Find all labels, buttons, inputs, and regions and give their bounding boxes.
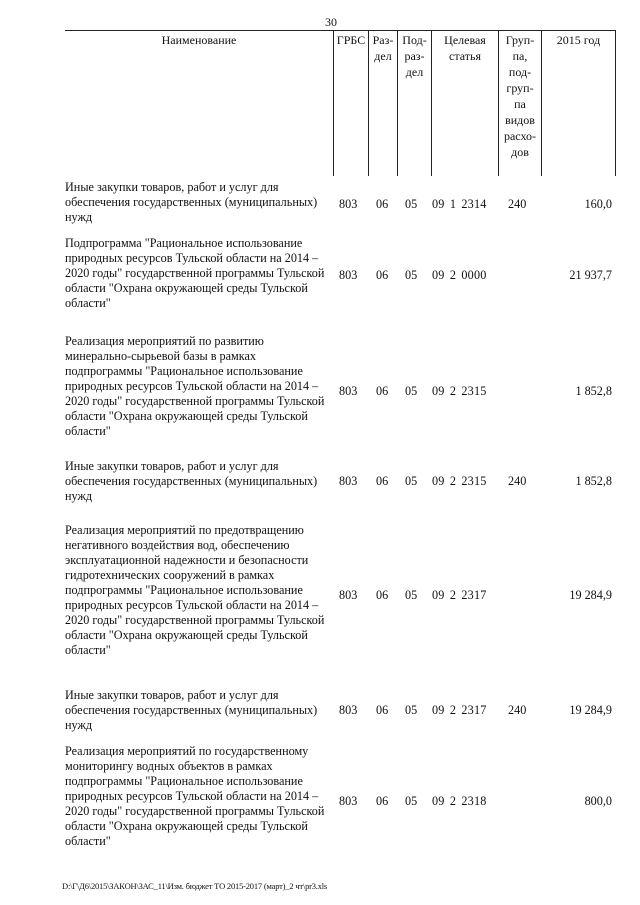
row-celevaya-statya: 09 2 2317 [432,703,487,717]
row-name: Иные закупки товаров, работ и услуг для обеспечения государственных (муниципальных) нужд [65,688,318,732]
row-sum: 19 284,9 [569,703,612,717]
row-name: Иные закупки товаров, работ и услуг для обеспечения государственных (муниципальных) нужд [65,459,318,503]
row-grbs: 803 [339,794,358,808]
row-razdel: 06 [376,268,389,282]
header-gruppa-line: дов [511,145,529,159]
row-name: Реализация мероприятий по развитию минерально-сырьевой базы в рамках подпрограммы "Рациональное использование природных ресурсов Тульской области на 2014 – 2020 годы" государственной программы Тульской области "Охрана окружающей среды Тульской области" [65,334,325,438]
header-cel-line: статья [449,49,481,63]
header-gruppa [498,30,541,176]
row-sum: 21 937,7 [569,268,612,282]
row-grbs: 803 [339,703,358,717]
header-podrazdel-line: Под- [402,33,427,47]
header-podrazdel-line: раз- [404,49,425,63]
row-razdel: 06 [376,474,389,488]
row-celevaya-statya: 09 2 2317 [432,588,487,602]
row-name: Подпрограмма "Рациональное использование природных ресурсов Тульской области на 2014 – 2020 годы" государственной программы Тульской области "Охрана окружающей среды Тульской области" [65,236,325,310]
row-podrazdel: 05 [405,197,418,211]
row-name: Реализация мероприятий по государственному мониторингу водных объектов в рамках подпрограммы "Рациональное использование природных ресурсов Тульской области на 2014 – 2020 годы" государственной программы Тульской области "Охрана окружающей среды Тульской области" [65,744,325,848]
row-razdel: 06 [376,588,389,602]
row-podrazdel: 05 [405,384,418,398]
row-gruppa: 240 [508,703,527,717]
row-razdel: 06 [376,197,389,211]
header-grbs [333,30,368,176]
row-sum: 800,0 [584,794,612,808]
header-grbs-label: ГРБС [336,33,366,47]
header-name [65,30,333,176]
row-sum: 19 284,9 [569,588,612,602]
row-grbs: 803 [339,384,358,398]
header-podrazdel [397,30,431,176]
header-gruppa-line: видов [505,113,535,127]
page-number: 30 [325,15,337,29]
header-gruppa-line: па, [512,49,528,63]
header-gruppa-line: груп- [506,81,534,95]
row-podrazdel: 05 [405,268,418,282]
header-cel-line: Целевая [444,33,486,47]
header-podrazdel-line: дел [405,65,424,79]
row-celevaya-statya: 09 2 0000 [432,268,487,282]
header-razdel-line: дел [374,49,392,63]
row-sum: 1 852,8 [575,474,612,488]
row-podrazdel: 05 [405,794,418,808]
footer-file-path: D:\Г\Д6\2015\ЗАКОН\ЗАС_11\Изм. бюджет ТО 2015-2017 (март)_2 чт\pr3.xls [62,881,328,891]
table-header [65,30,616,176]
row-grbs: 803 [339,588,358,602]
row-gruppa: 240 [508,474,527,488]
header-celevaya-statya [431,30,498,176]
row-grbs: 803 [339,474,358,488]
row-podrazdel: 05 [405,474,418,488]
row-celevaya-statya: 09 2 2315 [432,474,487,488]
header-gruppa-line: па [514,97,526,111]
row-grbs: 803 [339,197,358,211]
row-grbs: 803 [339,268,358,282]
header-razdel-line: Раз- [372,33,394,47]
row-razdel: 06 [376,384,389,398]
row-celevaya-statya: 09 1 2314 [432,197,487,211]
row-sum: 160,0 [584,197,612,211]
header-year-label: 2015 год [556,33,601,47]
header-gruppa-line: Груп- [505,33,535,47]
row-razdel: 06 [376,703,389,717]
header-gruppa-line: под- [508,65,532,79]
row-podrazdel: 05 [405,703,418,717]
header-name-label: Наименование [161,33,237,47]
header-razdel [368,30,397,176]
row-name: Реализация мероприятий по предотвращению негативного воздействия вод, обеспечению эксплуатационной надежности и безопасности гидротехнических сооружений в рамках подпрограммы "Рациональное использование природных ресурсов Тульской области на 2014 – 2020 годы" государственной программы Тульской области "Охрана окружающей среды Тульской области" [65,523,325,657]
row-podrazdel: 05 [405,588,418,602]
header-year [541,30,616,176]
row-sum: 1 852,8 [575,384,612,398]
row-razdel: 06 [376,794,389,808]
header-gruppa-line: расхо- [503,129,537,143]
row-celevaya-statya: 09 2 2318 [432,794,487,808]
row-celevaya-statya: 09 2 2315 [432,384,487,398]
row-gruppa: 240 [508,197,527,211]
row-name: Иные закупки товаров, работ и услуг для обеспечения государственных (муниципальных) нужд [65,180,318,224]
